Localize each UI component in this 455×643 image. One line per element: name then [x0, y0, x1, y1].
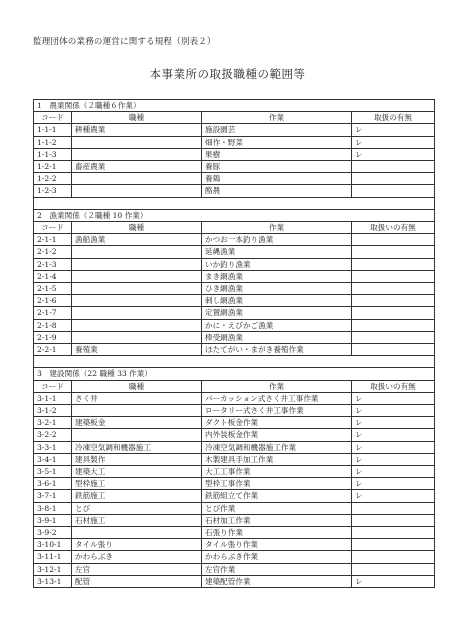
table-row: [34, 246, 435, 258]
job-cell: 石材施工: [72, 514, 202, 526]
work-cell: 定置網漁業: [202, 307, 352, 319]
table-row: [34, 124, 435, 136]
table-row: [34, 441, 435, 453]
table-row: [34, 453, 435, 465]
work-cell: 畑作・野菜: [202, 136, 352, 148]
handled-flag-cell: [352, 283, 435, 295]
work-cell: ひき網漁業: [202, 283, 352, 295]
column-header-code: コード: [34, 380, 72, 392]
table-row: [34, 270, 435, 282]
table-row: [34, 551, 435, 563]
column-header-flag: 取扱の有無: [352, 112, 435, 124]
table-row: [34, 502, 435, 514]
table-row: [34, 344, 435, 356]
work-cell: 型枠工事作業: [202, 478, 352, 490]
job-cell: [72, 246, 202, 258]
job-cell: 配管: [72, 575, 202, 587]
column-header-job: 職種: [72, 222, 202, 234]
section-heading: 1 農業関係（２職種６作業）: [34, 100, 435, 112]
work-cell: 石材加工作業: [202, 514, 352, 526]
work-cell: タイル張り作業: [202, 539, 352, 551]
table-row: [34, 173, 435, 185]
job-cell: [72, 527, 202, 539]
handled-flag-cell: レ: [352, 466, 435, 478]
job-cell: [72, 258, 202, 270]
code-cell: 3-8-1: [34, 502, 72, 514]
job-cell: [72, 405, 202, 417]
job-cell: [72, 331, 202, 343]
job-cell: 漁船漁業: [72, 234, 202, 246]
handled-flag-cell: レ: [352, 148, 435, 160]
handled-flag-cell: レ: [352, 405, 435, 417]
spacer-cell: [34, 356, 435, 368]
handled-flag-cell: レ: [352, 417, 435, 429]
job-cell: [72, 136, 202, 148]
work-cell: 左官作業: [202, 563, 352, 575]
job-cell: 畜産農業: [72, 161, 202, 173]
handled-flag-cell: レ: [352, 136, 435, 148]
handled-flag-cell: [352, 539, 435, 551]
job-category-table: [33, 99, 435, 588]
column-header-code: コード: [34, 112, 72, 124]
table-row: [34, 307, 435, 319]
work-cell: 大工工事作業: [202, 466, 352, 478]
table-row: [34, 295, 435, 307]
work-cell: 石張り作業: [202, 527, 352, 539]
table-row: [34, 283, 435, 295]
work-cell: 果樹: [202, 148, 352, 160]
handled-flag-cell: レ: [352, 490, 435, 502]
spacer-row: [34, 356, 435, 368]
code-cell: 1-1-2: [34, 136, 72, 148]
code-cell: 3-13-1: [34, 575, 72, 587]
table-row: [34, 575, 435, 587]
column-header-work: 作業: [202, 222, 352, 234]
column-header-flag: 取扱いの有無: [352, 222, 435, 234]
column-header-flag: 取扱いの有無: [352, 380, 435, 392]
handled-flag-cell: [352, 246, 435, 258]
job-cell: [72, 270, 202, 282]
code-cell: 3-3-1: [34, 441, 72, 453]
handled-flag-cell: [352, 185, 435, 197]
code-cell: 2-1-5: [34, 283, 72, 295]
job-cell: かわらぶき: [72, 551, 202, 563]
handled-flag-cell: [352, 514, 435, 526]
section-heading-row: [34, 100, 435, 112]
table-row: [34, 539, 435, 551]
work-cell: 木製建具手加工作業: [202, 453, 352, 465]
handled-flag-cell: [352, 258, 435, 270]
work-cell: 刺し網漁業: [202, 295, 352, 307]
code-cell: 2-1-8: [34, 319, 72, 331]
column-header-work: 作業: [202, 112, 352, 124]
table-row: [34, 466, 435, 478]
handled-flag-cell: レ: [352, 392, 435, 404]
code-cell: 3-2-2: [34, 429, 72, 441]
code-cell: 3-1-1: [34, 392, 72, 404]
job-cell: さく井: [72, 392, 202, 404]
work-cell: 養鶏: [202, 173, 352, 185]
job-cell: タイル張り: [72, 539, 202, 551]
column-header-code: コード: [34, 222, 72, 234]
work-cell: まき網漁業: [202, 270, 352, 282]
work-cell: 建築配管作業: [202, 575, 352, 587]
handled-flag-cell: [352, 307, 435, 319]
handled-flag-cell: [352, 173, 435, 185]
code-cell: 1-2-2: [34, 173, 72, 185]
column-header-row: [34, 380, 435, 392]
code-cell: 3-5-1: [34, 466, 72, 478]
job-cell: 建築板金: [72, 417, 202, 429]
table-row: [34, 136, 435, 148]
code-cell: 1-1-3: [34, 148, 72, 160]
table-row: [34, 478, 435, 490]
work-cell: とび作業: [202, 502, 352, 514]
code-cell: 3-4-1: [34, 453, 72, 465]
code-cell: 3-2-1: [34, 417, 72, 429]
work-cell: 延縄漁業: [202, 246, 352, 258]
code-cell: 3-9-1: [34, 514, 72, 526]
work-cell: 酪農: [202, 185, 352, 197]
work-cell: かに・えびかご漁業: [202, 319, 352, 331]
code-cell: 3-10-1: [34, 539, 72, 551]
work-cell: 施設園芸: [202, 124, 352, 136]
job-cell: とび: [72, 502, 202, 514]
document-header: 監理団体の業務の運営に関する規程（別表２）: [33, 37, 216, 47]
work-cell: いか釣り漁業: [202, 258, 352, 270]
work-cell: 冷凍空気調和機器施工作業: [202, 441, 352, 453]
table-row: [34, 514, 435, 526]
handled-flag-cell: レ: [352, 441, 435, 453]
code-cell: 2-1-3: [34, 258, 72, 270]
column-header-row: [34, 222, 435, 234]
handled-flag-cell: レ: [352, 575, 435, 587]
table-row: [34, 331, 435, 343]
handled-flag-cell: レ: [352, 478, 435, 490]
work-cell: ロータリー式さく井工事作業: [202, 405, 352, 417]
table-row: [34, 527, 435, 539]
handled-flag-cell: [352, 331, 435, 343]
code-cell: 2-2-1: [34, 344, 72, 356]
table-row: [34, 563, 435, 575]
job-cell: [72, 173, 202, 185]
handled-flag-cell: [352, 295, 435, 307]
work-cell: 棒受網漁業: [202, 331, 352, 343]
code-cell: 2-1-9: [34, 331, 72, 343]
section-heading-row: [34, 368, 435, 380]
table-row: [34, 490, 435, 502]
work-cell: 養豚: [202, 161, 352, 173]
code-cell: 3-12-1: [34, 563, 72, 575]
code-cell: 2-1-4: [34, 270, 72, 282]
table-row: [34, 148, 435, 160]
handled-flag-cell: [352, 344, 435, 356]
job-cell: [72, 295, 202, 307]
code-cell: 2-1-7: [34, 307, 72, 319]
code-cell: 1-2-3: [34, 185, 72, 197]
table-row: [34, 234, 435, 246]
handled-flag-cell: [352, 502, 435, 514]
code-cell: 2-1-6: [34, 295, 72, 307]
work-cell: パーカッション式さく井工事作業: [202, 392, 352, 404]
job-cell: 建具製作: [72, 453, 202, 465]
work-cell: かわらぶき作業: [202, 551, 352, 563]
work-cell: かつお一本釣り漁業: [202, 234, 352, 246]
handled-flag-cell: [352, 527, 435, 539]
table-row: [34, 417, 435, 429]
handled-flag-cell: [352, 551, 435, 563]
handled-flag-cell: レ: [352, 453, 435, 465]
table-row: [34, 258, 435, 270]
document-title: 本事業所の取扱職種の範囲等: [149, 67, 306, 81]
table-row: [34, 161, 435, 173]
spacer-row: [34, 197, 435, 209]
job-cell: [72, 319, 202, 331]
code-cell: 3-6-1: [34, 478, 72, 490]
table-row: [34, 319, 435, 331]
job-cell: [72, 429, 202, 441]
code-cell: 1-1-1: [34, 124, 72, 136]
section-heading: 3 建設関係（22 職種 33 作業）: [34, 368, 435, 380]
column-header-job: 職種: [72, 380, 202, 392]
job-cell: 鉄筋施工: [72, 490, 202, 502]
column-header-work: 作業: [202, 380, 352, 392]
job-cell: [72, 148, 202, 160]
spacer-cell: [34, 197, 435, 209]
code-cell: 3-1-2: [34, 405, 72, 417]
job-cell: 養殖業: [72, 344, 202, 356]
column-header-row: [34, 112, 435, 124]
job-cell: 冷凍空気調和機器施工: [72, 441, 202, 453]
section-heading: 2 漁業関係（２職種 10 作業）: [34, 209, 435, 221]
table-row: [34, 185, 435, 197]
table-row: [34, 429, 435, 441]
handled-flag-cell: [352, 270, 435, 282]
work-cell: ほたてがい・まがき養殖作業: [202, 344, 352, 356]
job-cell: [72, 185, 202, 197]
code-cell: 3-9-2: [34, 527, 72, 539]
column-header-job: 職種: [72, 112, 202, 124]
handled-flag-cell: [352, 319, 435, 331]
code-cell: 1-2-1: [34, 161, 72, 173]
work-cell: 内外装板金作業: [202, 429, 352, 441]
work-cell: ダクト板金作業: [202, 417, 352, 429]
job-cell: 建築大工: [72, 466, 202, 478]
section-heading-row: [34, 209, 435, 221]
job-cell: [72, 307, 202, 319]
table-row: [34, 405, 435, 417]
table-row: [34, 392, 435, 404]
job-cell: 左官: [72, 563, 202, 575]
job-cell: 耕種農業: [72, 124, 202, 136]
job-cell: [72, 283, 202, 295]
code-cell: 2-1-2: [34, 246, 72, 258]
handled-flag-cell: [352, 161, 435, 173]
handled-flag-cell: レ: [352, 429, 435, 441]
handled-flag-cell: [352, 234, 435, 246]
handled-flag-cell: レ: [352, 124, 435, 136]
code-cell: 3-11-1: [34, 551, 72, 563]
code-cell: 2-1-1: [34, 234, 72, 246]
job-cell: 型枠施工: [72, 478, 202, 490]
code-cell: 3-7-1: [34, 490, 72, 502]
handled-flag-cell: [352, 563, 435, 575]
work-cell: 鉄筋組立て作業: [202, 490, 352, 502]
